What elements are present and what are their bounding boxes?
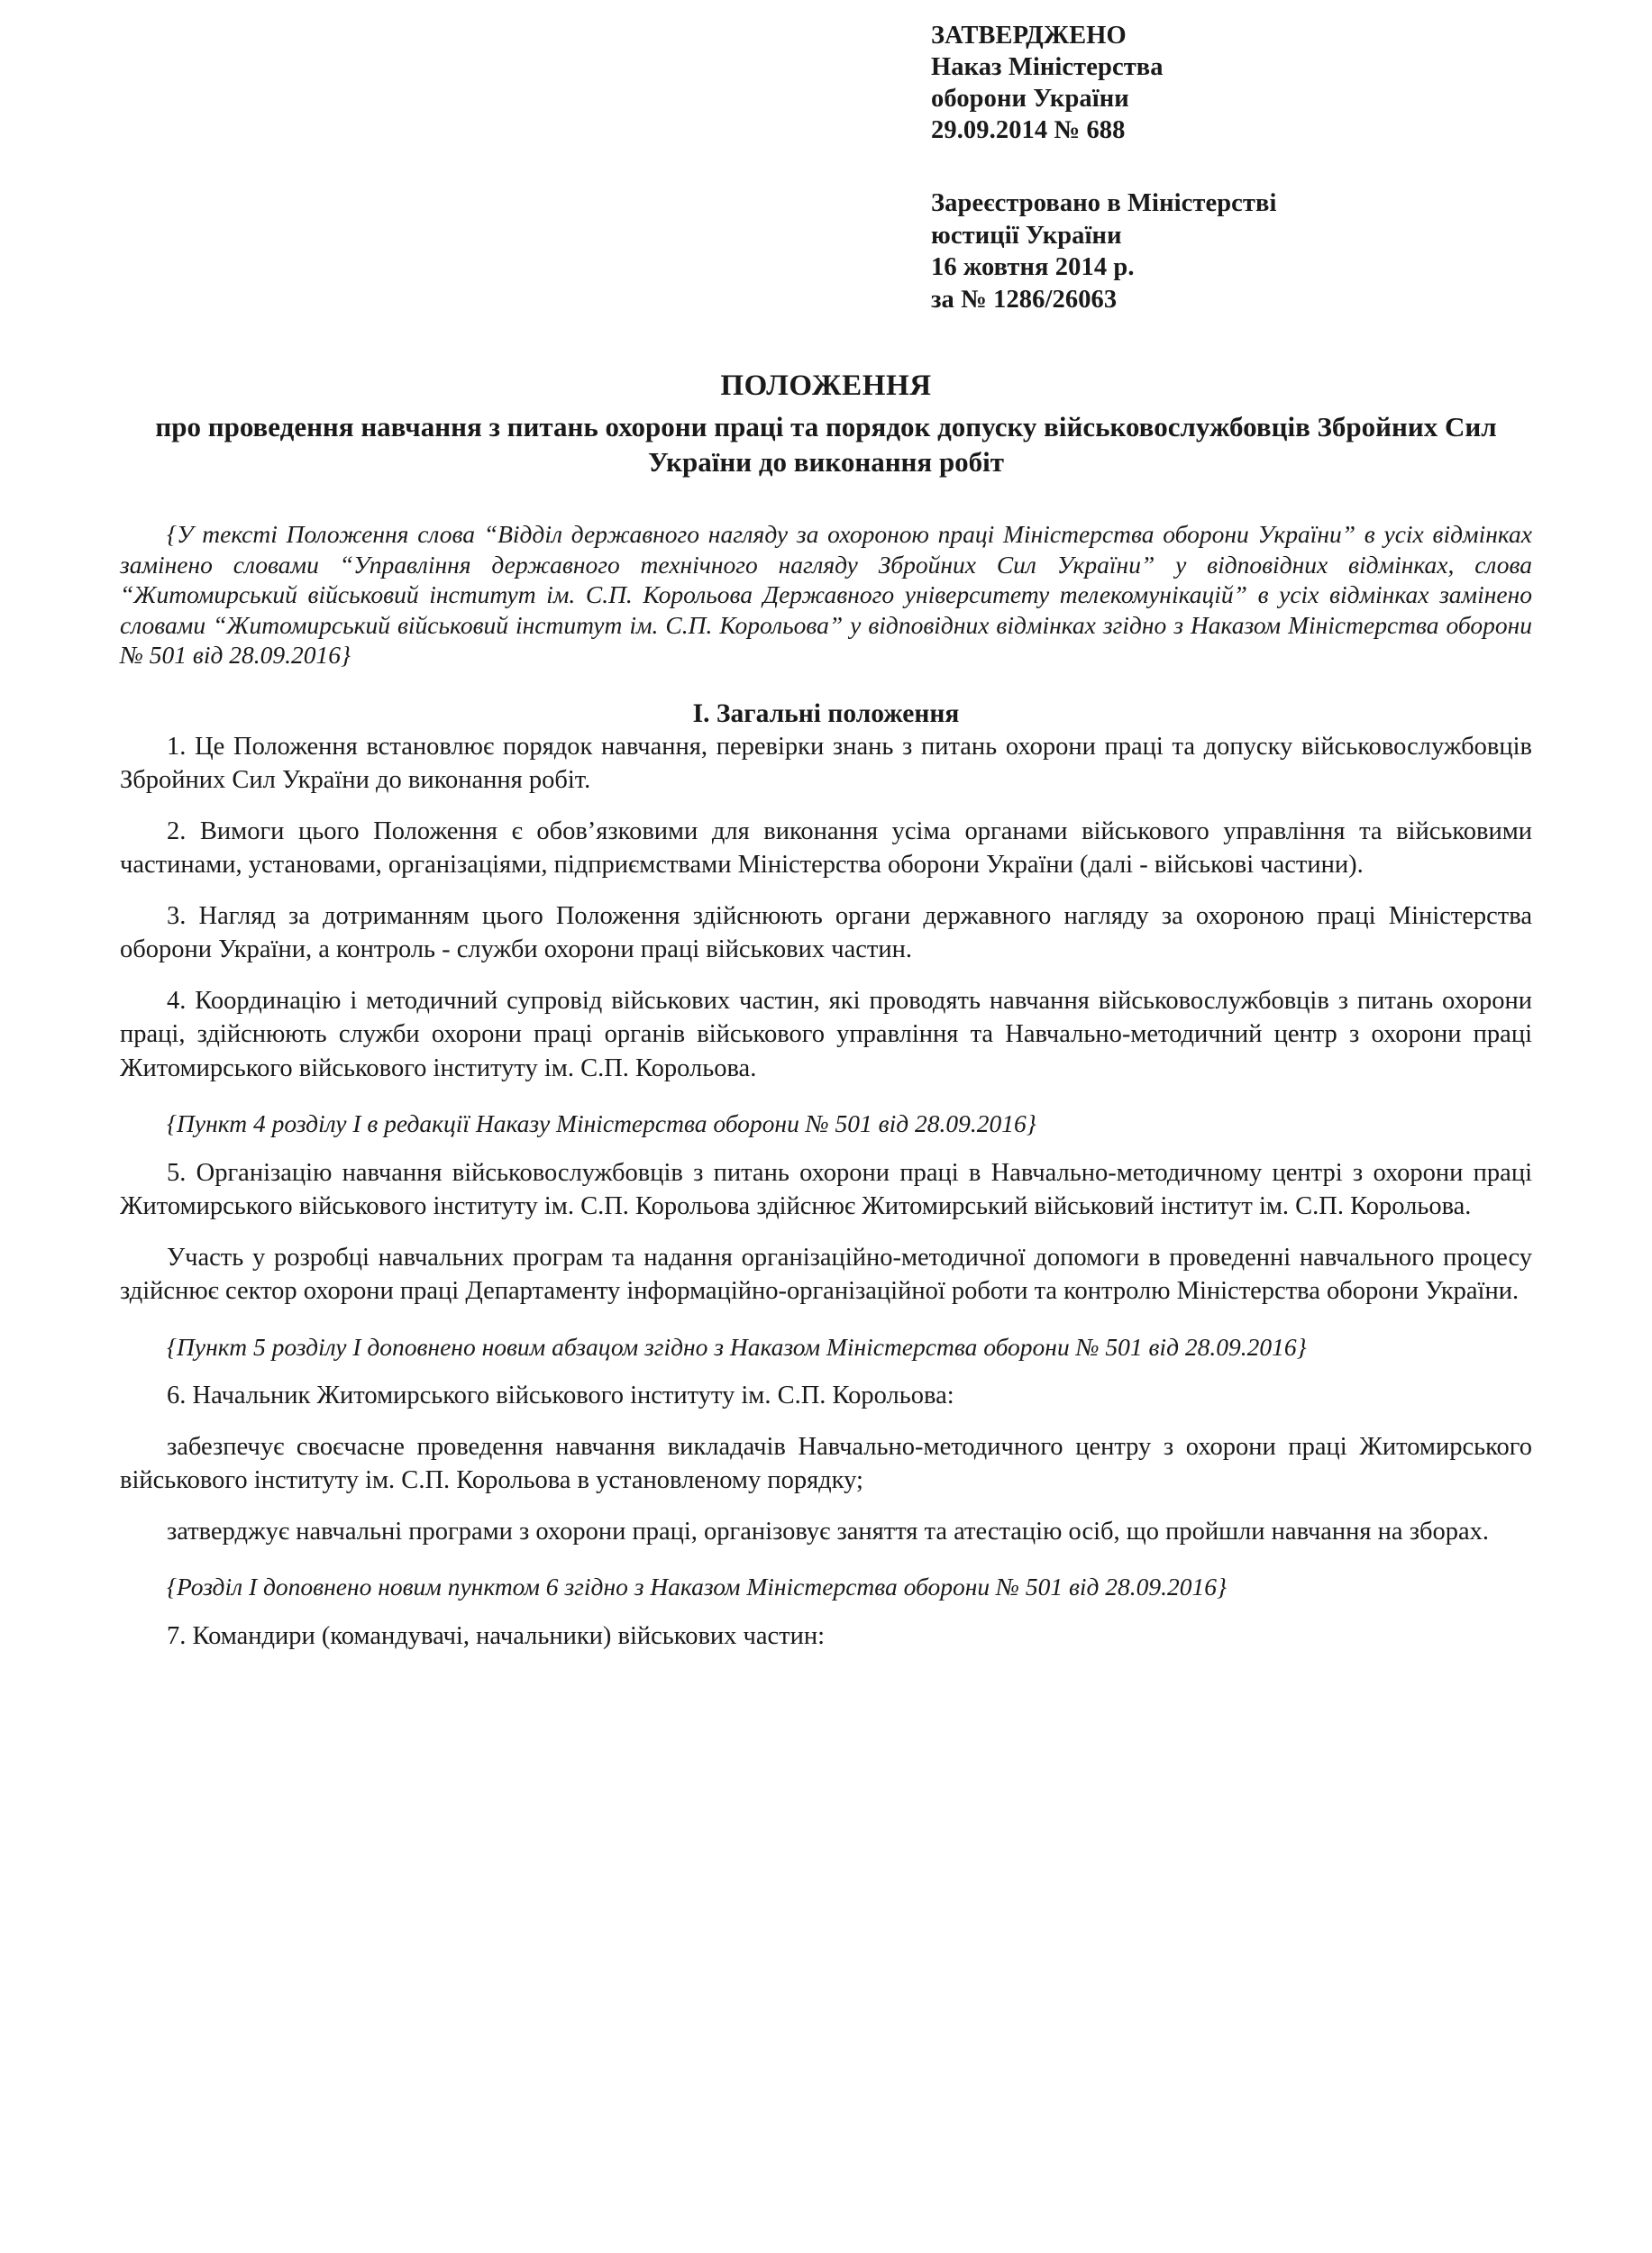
approval-line-1: ЗАТВЕРДЖЕНО: [931, 22, 1127, 50]
approval-line-4: 29.09.2014 № 688: [931, 116, 1126, 144]
paragraph-p4: 4. Координацію і методичний супровід військових частин, які проводять навчання військовослужбовців з питань охорони праці, здійснюють служби охорони праці органів військового управління та Навчально-методичний центр з охорони праці Житомирського військового інституту ім. С.П. Корольова.: [120, 986, 1532, 1082]
paragraph-p6: 6. Начальник Житомирського військового інституту ім. С.П. Корольова:: [167, 1382, 954, 1409]
paragraph-p5: 5. Організацію навчання військовослужбовців з питань охорони праці в Навчально-методичному центрі з охорони праці Житомирського військового інституту ім. С.П. Корольова здійснює Житомирський військовий інститут ім. С.П. Корольова.: [120, 1158, 1532, 1220]
registration-line-1: Зареєстровано в Міністерстві: [931, 189, 1277, 217]
page-content: [120, 0, 1532, 1653]
registration-block: [931, 187, 1532, 315]
approval-line-2: Наказ Міністерства: [931, 53, 1164, 81]
approval-line-3: оборони України: [931, 85, 1129, 113]
section-heading: I. Загальні положення: [692, 698, 960, 728]
paragraph-n5: {Пункт 5 розділу I доповнено новим абзацом згідно з Наказом Міністерства оборони № 501 від 28.09.2016}: [167, 1332, 1307, 1361]
paragraph-p6a: забезпечує своєчасне проведення навчання викладачів Навчально-методичного центру з охорони праці Житомирського військового інституту ім. С.П. Корольова в установленому порядку;: [120, 1432, 1532, 1494]
intro-amendment-note: {У тексті Положення слова “Відділ державного нагляду за охороною праці Міністерства оборони України” в усіх відмінках замінено словами “Управління державного технічного нагляду Збройних Сил України” у відповідних відмінках, слова “Житомирський військовий інститут ім. С.П. Корольова Державного університету телекомунікацій” в усіх відмінках замінено словами “Житомирський військовий інститут ім. С.П. Корольова” у відповідних відмінках згідно з Наказом Міністерства оборони № 501 від 28.09.2016}: [120, 520, 1532, 669]
paragraph-p2: 2. Вимоги цього Положення є обов’язковими для виконання усіма органами військового управління та військовими частинами, установами, організаціями, підприємствами Міністерства оборони України (далі - військові частини).: [120, 816, 1532, 879]
header-zone: [120, 0, 1532, 315]
body-paragraphs: [120, 730, 1532, 1654]
registration-line-3: 16 жовтня 2014 р.: [931, 253, 1135, 281]
registration-line-4: за № 1286/26063: [931, 285, 1118, 314]
approval-block: [931, 20, 1532, 146]
paragraph-p1: 1. Це Положення встановлює порядок навчання, перевірки знань з питань охорони праці та допуску військовослужбовців Збройних Сил України до виконання робіт.: [120, 732, 1532, 794]
paragraph-n6: {Розділ I доповнено новим пунктом 6 згідно з Наказом Міністерства оборони № 501 від 28.09.2016}: [167, 1573, 1228, 1601]
paragraph-p6b: затверджує навчальні програми з охорони праці, організовує заняття та атестацію осіб, що пройшли навчання на зборах.: [167, 1517, 1489, 1546]
paragraph-p5b: Участь у розробці навчальних програм та надання організаційно-методичної допомоги в проведенні навчального процесу здійснює сектор охорони праці Департаменту інформаційно-організаційної роботи та контролю Міністерства оборони України.: [120, 1243, 1532, 1305]
paragraph-p7: 7. Командири (командувачі, начальники) військових частин:: [167, 1621, 826, 1650]
document-subtitle: про проведення навчання з питань охорони праці та порядок допуску військовослужбовців Збройних Сил України до виконання робіт: [155, 411, 1497, 478]
paragraph-p3: 3. Нагляд за дотриманням цього Положення здійснюють органи державного нагляду за охороною праці Міністерства оборони України, а контроль - служби охорони праці військових частин.: [120, 901, 1532, 963]
registration-line-2: юстиції України: [931, 221, 1122, 250]
paragraph-n4: {Пункт 4 розділу I в редакції Наказу Міністерства оборони № 501 від 28.09.2016}: [167, 1109, 1036, 1137]
document-title: ПОЛОЖЕННЯ: [720, 369, 932, 402]
